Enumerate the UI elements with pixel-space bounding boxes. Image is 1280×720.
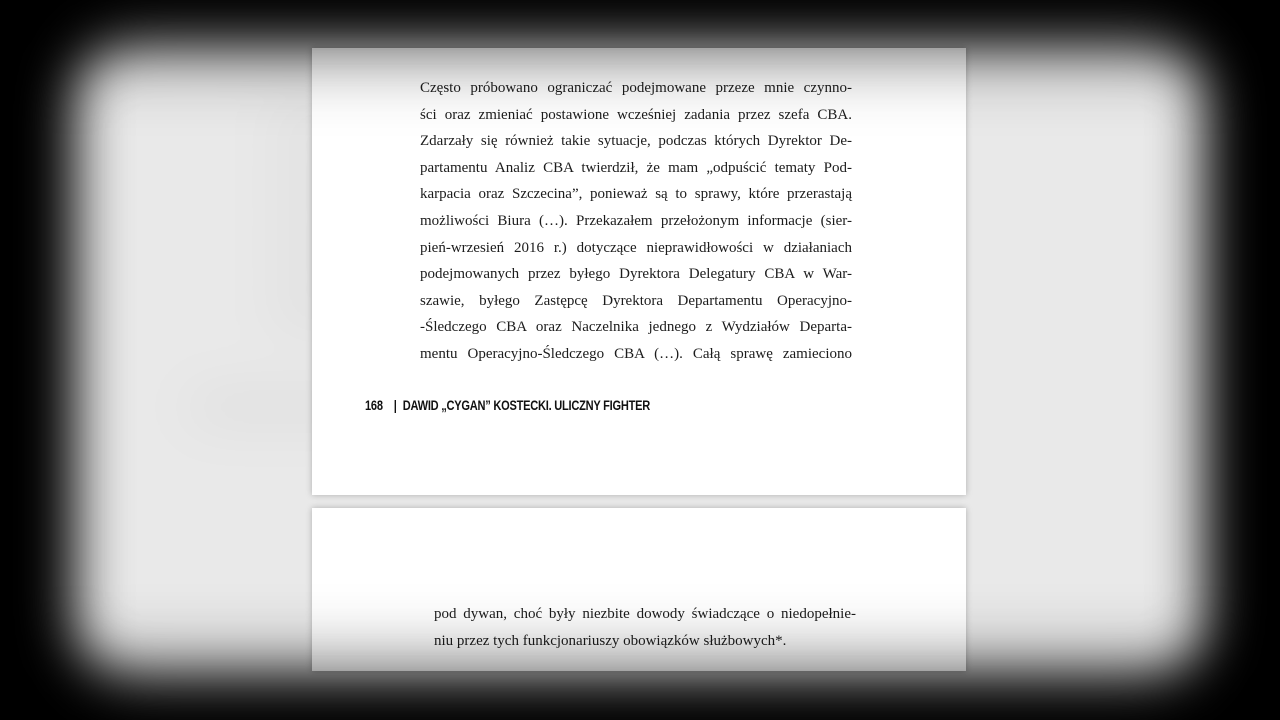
page-number: 168: [365, 398, 383, 413]
text-line: mentu Operacyjno-Śledczego CBA (…). Całą sprawę zamieciono: [420, 345, 852, 362]
book-page-top: [312, 48, 966, 495]
text-line: ści oraz zmieniać postawione wcześniej zadania przez szefa CBA.: [420, 106, 852, 123]
text-line: Zdarzały się również takie sytuacje, podczas których Dyrektor De-: [420, 133, 852, 150]
text-line: szawie, byłego Zastępcę Dyrektora Departamentu Operacyjno-: [420, 292, 852, 309]
footer-separator: |: [393, 398, 397, 413]
page-body-text: [434, 601, 856, 654]
text-line: niu przez tych funkcjonariuszy obowiązków służbowych*.: [434, 632, 787, 649]
text-line: -Śledczego CBA oraz Naczelnika jednego z Wydziałów Departa-: [420, 319, 852, 336]
text-line: możliwości Biura (…). Przekazałem przełożonym informacje (sier-: [420, 212, 852, 229]
text-line: pień-wrzesień 2016 r.) dotyczące nieprawidłowości w działaniach: [420, 239, 852, 256]
page-body-text: [420, 75, 852, 368]
text-line: pod dywan, choć były niezbite dowody świadczące o niedopełnie-: [434, 606, 856, 622]
text-line: podejmowanych przez byłego Dyrektora Delegatury CBA w War-: [420, 266, 852, 283]
page-footer: [365, 398, 650, 413]
running-title: DAWID „CYGAN” KOSTECKI. ULICZNY FIGHTER: [402, 398, 651, 413]
text-line: Często próbowano ograniczać podejmowane przeze mnie czynno-: [420, 80, 852, 96]
book-page-bottom: [312, 508, 966, 671]
text-line: karpacia oraz Szczecina”, ponieważ są to sprawy, które przerastają: [420, 186, 852, 203]
text-line: partamentu Analiz CBA twierdził, że mam „odpuścić tematy Pod-: [420, 159, 852, 176]
